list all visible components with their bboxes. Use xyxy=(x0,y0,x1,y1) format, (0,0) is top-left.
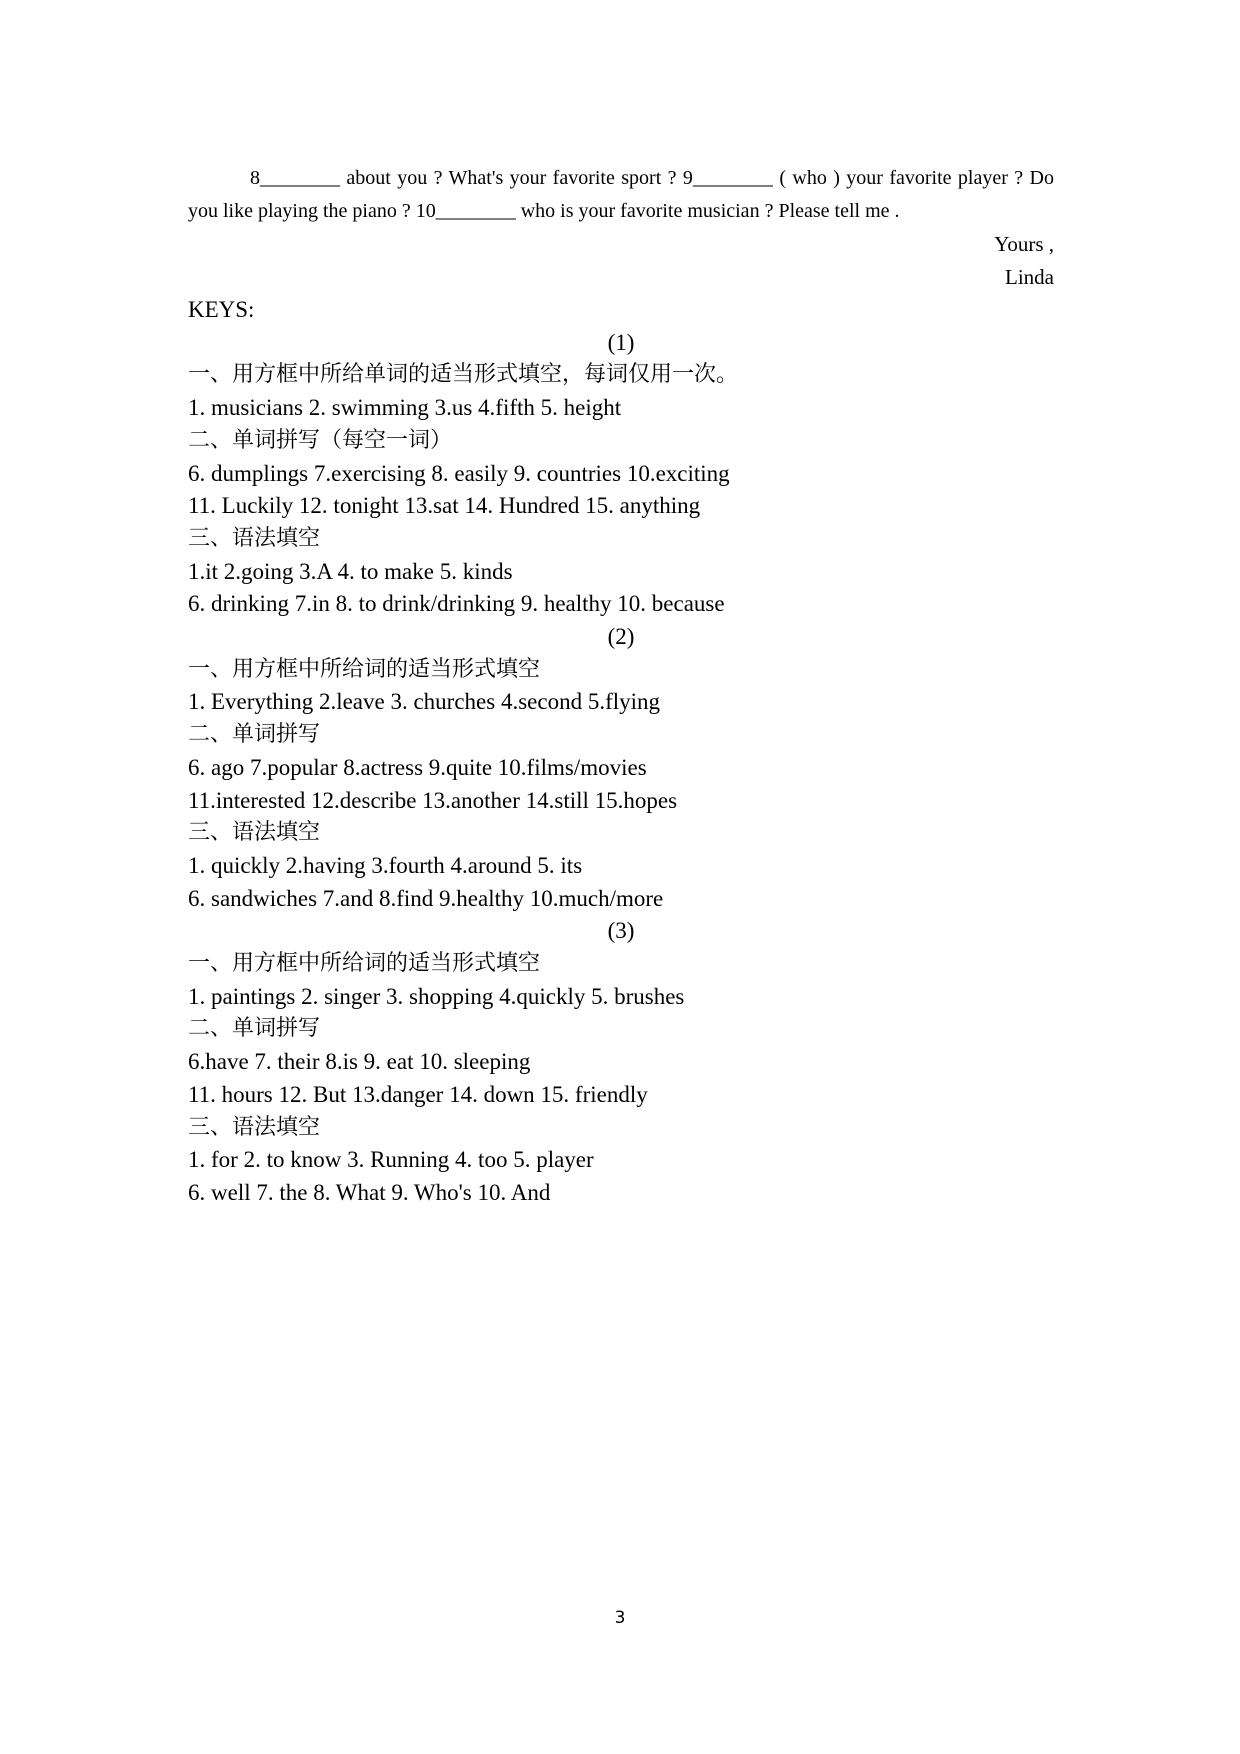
answer-line: 11. Luckily 12. tonight 13.sat 14. Hundred 15. anything xyxy=(188,493,701,519)
answer-line: 6. drinking 7.in 8. to drink/drinking 9. healthy 10. because xyxy=(188,591,725,617)
section-heading: 三、语法填空 xyxy=(188,1114,321,1140)
keys-title: KEYS: xyxy=(188,297,255,322)
letter-signoff xyxy=(188,228,1054,294)
section-heading: 三、语法填空 xyxy=(188,525,321,551)
letter xyxy=(188,162,1054,294)
answer-line: 1. quickly 2.having 3.fourth 4.around 5. its xyxy=(188,852,583,878)
letter-closing: Yours , xyxy=(994,232,1054,256)
answer-line: 1. Everything 2.leave 3. churches 4.second 5.flying xyxy=(188,689,661,715)
section-heading: 一、用方框中所给词的适当形式填空 xyxy=(188,656,541,682)
section-heading: 一、用方框中所给词的适当形式填空 xyxy=(188,951,541,977)
answer-line: 6. dumplings 7.exercising 8. easily 9. countries 10.exciting xyxy=(188,460,730,486)
answer-line: 1.it 2.going 3.A 4. to make 5. kinds xyxy=(188,558,513,584)
answer-line: 6. ago 7.popular 8.actress 9.quite 10.films/movies xyxy=(188,754,647,780)
section-number: (2) xyxy=(607,624,635,650)
letter-paragraph: 8________ about you ? What's your favorite sport ? 9________ ( who ) your favorite player ? Do you like playing the piano ? 10________ who is your favorite musician ? Please tell me . xyxy=(188,167,1054,222)
section-heading: 二、单词拼写 xyxy=(188,1016,321,1042)
document-body xyxy=(188,162,1054,1210)
answer-line: 6. well 7. the 8. What 9. Who's 10. And xyxy=(188,1179,551,1205)
section-number: (3) xyxy=(607,918,635,944)
letter-signature: Linda xyxy=(1005,265,1054,289)
answer-keys xyxy=(188,294,1054,1210)
section-heading: 一、用方框中所给单词的适当形式填空，每词仅用一次。 xyxy=(188,362,739,388)
section-heading: 二、单词拼写 xyxy=(188,722,321,748)
answer-line: 1. paintings 2. singer 3. shopping 4.quickly 5. brushes xyxy=(188,983,685,1009)
section-heading: 三、语法填空 xyxy=(188,820,321,846)
section-heading: 二、单词拼写（每空一词） xyxy=(188,427,453,453)
answer-line: 6. sandwiches 7.and 8.find 9.healthy 10.much/more xyxy=(188,885,664,911)
section-number: (1) xyxy=(607,329,635,355)
answer-line: 1. for 2. to know 3. Running 4. too 5. player xyxy=(188,1147,594,1173)
page-number: 3 xyxy=(614,1608,626,1628)
answer-line: 11. hours 12. But 13.danger 14. down 15. friendly xyxy=(188,1081,648,1107)
answer-line: 6.have 7. their 8.is 9. eat 10. sleeping xyxy=(188,1049,531,1075)
answer-line: 1. musicians 2. swimming 3.us 4.fifth 5. height xyxy=(188,395,622,421)
answer-line: 11.interested 12.describe 13.another 14.still 15.hopes xyxy=(188,787,678,813)
